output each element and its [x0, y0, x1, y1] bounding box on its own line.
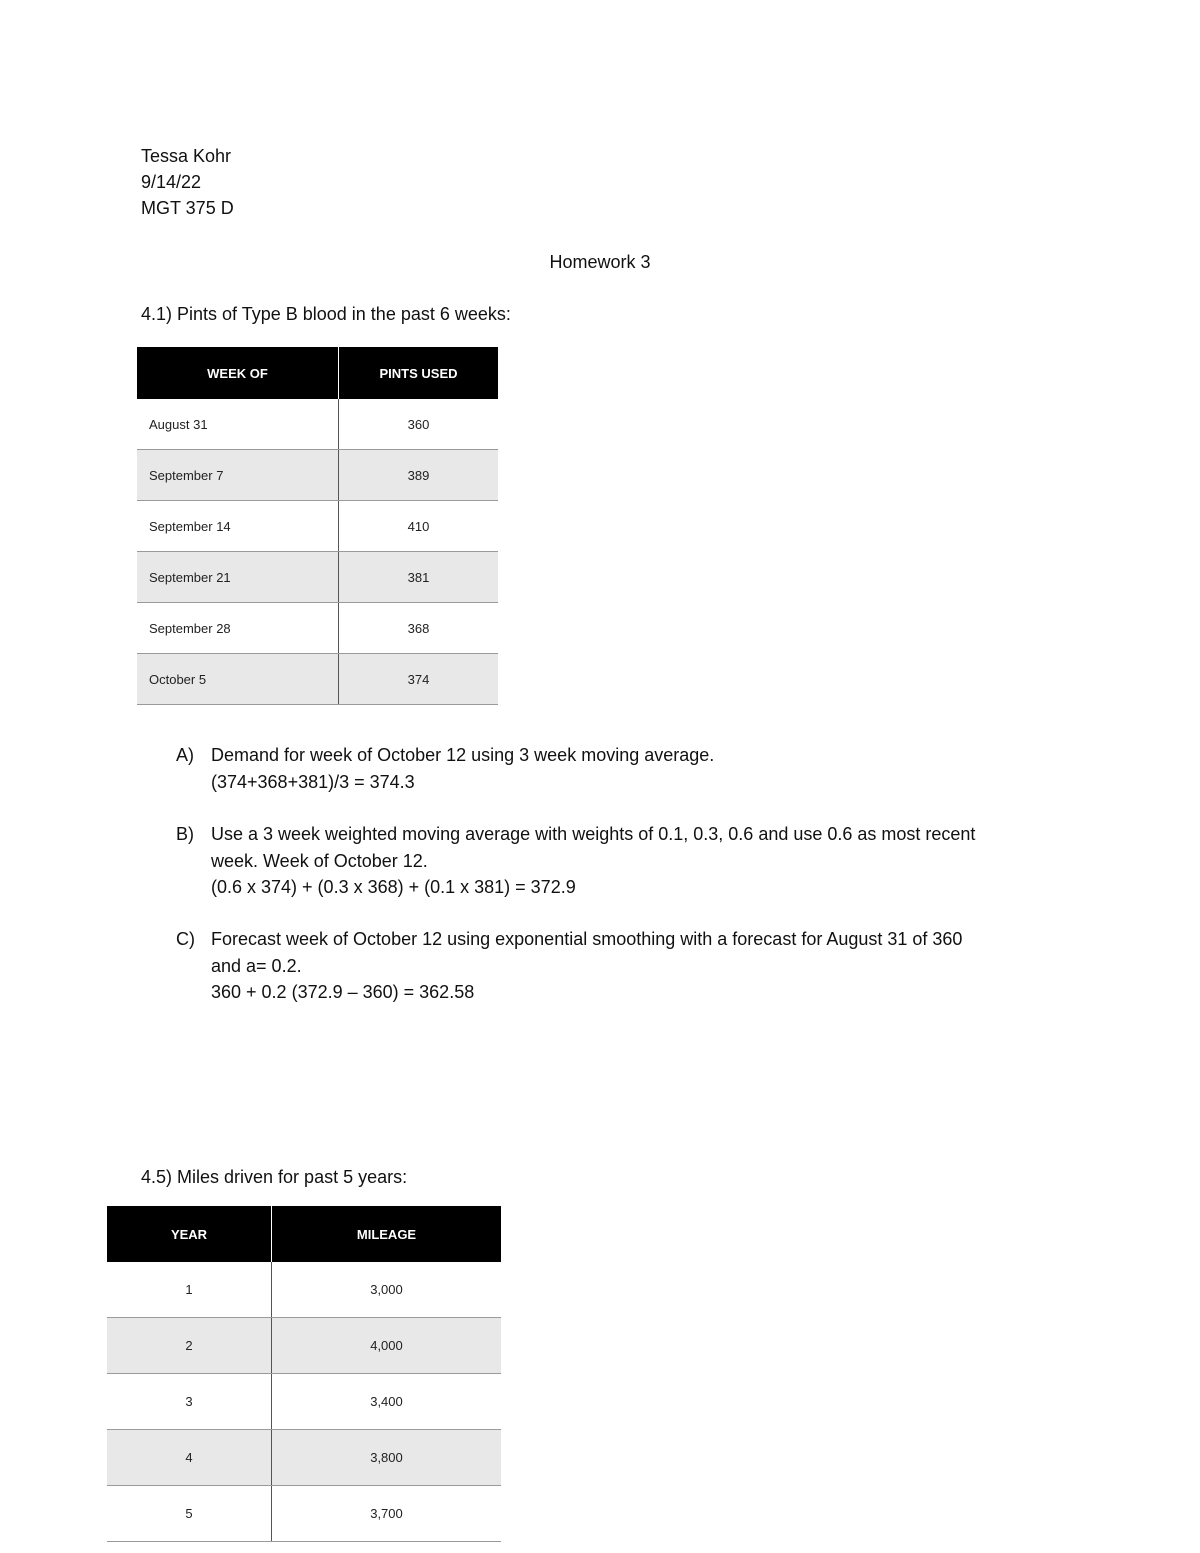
- table-header-row: [107, 1206, 501, 1262]
- column-header-mileage: MILEAGE: [272, 1206, 502, 1262]
- table-row: [137, 450, 498, 501]
- blood-pints-table: [137, 347, 498, 705]
- week-cell: September 21: [137, 552, 339, 603]
- assignment-date: 9/14/22: [141, 172, 202, 192]
- year-cell: 1: [107, 1262, 272, 1318]
- table-header-row: [137, 347, 498, 399]
- part-b-answer: (0.6 x 374) + (0.3 x 368) + (0.1 x 381) = 372.9: [211, 877, 576, 897]
- mileage-cell: 3,800: [272, 1430, 502, 1486]
- column-header-week-of: WEEK OF: [137, 347, 339, 399]
- course-code: MGT 375 D: [141, 198, 234, 218]
- part-a-answer: (374+368+381)/3 = 374.3: [211, 771, 415, 792]
- mileage-table: [107, 1206, 501, 1542]
- pints-cell: 381: [339, 552, 499, 603]
- week-cell: August 31: [137, 399, 339, 450]
- part-a-letter: A): [176, 745, 194, 765]
- part-b-letter: B): [176, 824, 194, 844]
- part-b-question-line-2: week. Week of October 12.: [211, 850, 428, 871]
- pints-cell: 389: [339, 450, 499, 501]
- part-c-question-line-1: Forecast week of October 12 using exponential smoothing with a forecast for August 31 of 360: [211, 929, 963, 949]
- part-b-question-line-1: Use a 3 week weighted moving average with weights of 0.1, 0.3, 0.6 and use 0.6 as most recent: [211, 824, 976, 844]
- part-c-text: [211, 926, 1051, 1006]
- part-a-text: [211, 742, 1051, 795]
- part-a-question: Demand for week of October 12 using 3 week moving average.: [211, 745, 715, 765]
- table-row: [107, 1430, 501, 1486]
- year-cell: 5: [107, 1486, 272, 1542]
- problem-2-heading: 4.5) Miles driven for past 5 years:: [141, 1167, 408, 1187]
- mileage-cell: 4,000: [272, 1318, 502, 1374]
- column-header-pints-used: PINTS USED: [339, 347, 499, 399]
- part-c-question-line-2: and a= 0.2.: [211, 955, 302, 976]
- table-row: [107, 1486, 501, 1542]
- table-row: [137, 603, 498, 654]
- table-row: [107, 1262, 501, 1318]
- pints-cell: 360: [339, 399, 499, 450]
- table-row: [137, 654, 498, 705]
- part-c-letter: C): [176, 929, 195, 949]
- part-c-answer: 360 + 0.2 (372.9 – 360) = 362.58: [211, 982, 475, 1002]
- table-row: [137, 501, 498, 552]
- mileage-cell: 3,700: [272, 1486, 502, 1542]
- week-cell: October 5: [137, 654, 339, 705]
- year-cell: 3: [107, 1374, 272, 1430]
- pints-cell: 374: [339, 654, 499, 705]
- problem-1-heading: 4.1) Pints of Type B blood in the past 6 weeks:: [141, 304, 511, 324]
- week-cell: September 28: [137, 603, 339, 654]
- mileage-cell: 3,400: [272, 1374, 502, 1430]
- column-header-year: YEAR: [107, 1206, 272, 1262]
- page-title: Homework 3: [549, 252, 651, 272]
- table-row: [107, 1318, 501, 1374]
- week-cell: September 14: [137, 501, 339, 552]
- year-cell: 2: [107, 1318, 272, 1374]
- table-row: [137, 552, 498, 603]
- year-cell: 4: [107, 1430, 272, 1486]
- part-b-text: [211, 821, 1051, 901]
- table-row: [107, 1374, 501, 1430]
- week-cell: September 7: [137, 450, 339, 501]
- mileage-cell: 3,000: [272, 1262, 502, 1318]
- pints-cell: 410: [339, 501, 499, 552]
- student-name: Tessa Kohr: [141, 146, 232, 166]
- table-row: [137, 399, 498, 450]
- pints-cell: 368: [339, 603, 499, 654]
